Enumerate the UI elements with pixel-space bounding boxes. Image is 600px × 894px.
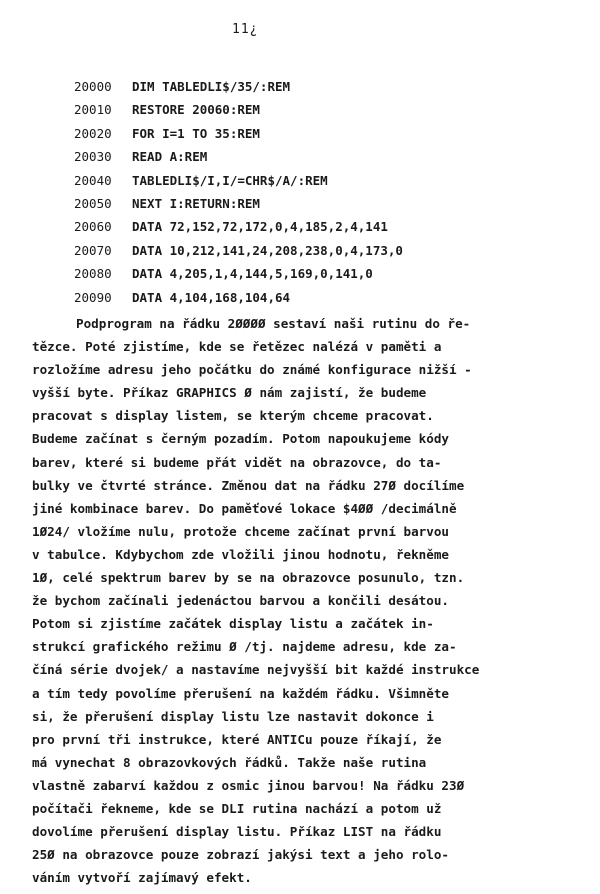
paragraph-line: rozložíme adresu jeho počátku do známé konfigurace nižší - (32, 362, 472, 378)
code-line (74, 98, 403, 121)
line-number: 20070 (74, 242, 112, 258)
paragraph-line: Budeme začínat s černým pozadím. Potom napoukujeme kódy (32, 431, 450, 447)
paragraph-line: číná série dvojek/ a nastavíme nejvyšší bit každé instrukce (32, 662, 480, 678)
paragraph-line: barev, které si budeme přát vidět na obrazovce, do ta- (32, 454, 442, 470)
paragraph-line: 1Ø, celé spektrum barev by se na obrazovce posunulo, tzn. (32, 570, 465, 586)
line-number: 20010 (74, 102, 112, 118)
code-line (74, 75, 403, 98)
code-line (74, 169, 403, 192)
paragraph-line: počítači řekneme, kde se DLI rutina nachází a potom už (32, 800, 442, 816)
line-number: 20050 (74, 195, 112, 211)
code-line (74, 262, 403, 285)
paragraph-line: vyšší byte. Příkaz GRAPHICS Ø nám zajistí, že budeme (32, 385, 427, 401)
code-line (74, 239, 403, 262)
paragraph-line: pracovat s display listem, se kterým chceme pracovat. (32, 408, 434, 424)
basic-code-listing (74, 75, 403, 309)
page-number: 11¿ (232, 22, 259, 37)
code-line (74, 145, 403, 168)
paragraph-line: dovolíme přerušení display listu. Příkaz LIST na řádku (32, 824, 442, 840)
line-number: 20060 (74, 219, 112, 235)
code-line (74, 215, 403, 238)
paragraph-line: a tím tedy povolíme přerušení na každém řádku. Všimněte (32, 685, 450, 701)
line-number: 20090 (74, 289, 112, 305)
paragraph-line: váním vytvoří zajímavý efekt. (32, 870, 252, 886)
paragraph-line: pro první tři instrukce, které ANTICu pouze říkají, že (32, 731, 442, 747)
line-number: 20020 (74, 125, 112, 141)
code-statement: DATA 10,212,141,24,208,238,0,4,173,0 (132, 242, 403, 258)
code-statement: FOR I=1 TO 35:REM (132, 125, 260, 141)
paragraph-line: bulky ve čtvrté stránce. Změnou dat na řádku 27Ø docílíme (32, 477, 465, 493)
paragraph-line: si, že přerušení display listu lze nastavit dokonce i (32, 708, 434, 724)
line-number: 20000 (74, 79, 112, 94)
paragraph-line: tězce. Poté zjistíme, kde se řetězec nalézá v paměti a (32, 339, 442, 355)
paragraph-line: v tabulce. Kdybychom zde vložili jinou hodnotu, řekněme (32, 546, 450, 562)
paragraph-line: jiné kombinace barev. Do paměťové lokace $4ØØ /decimálně (32, 500, 457, 516)
paragraph-line: strukcí grafického režimu Ø /tj. najdeme adresu, kde za- (32, 639, 457, 655)
line-number: 20030 (74, 149, 112, 165)
code-statement: TABLEDLI$/I,I/=CHR$/A/:REM (132, 172, 328, 188)
code-statement: DIM TABLEDLI$/35/:REM (132, 79, 291, 94)
code-statement: READ A:REM (132, 149, 208, 165)
code-statement: DATA 4,104,168,104,64 (132, 289, 291, 305)
code-statement: RESTORE 20060:REM (132, 102, 260, 118)
paragraph-line: že bychom začínali jedenáctou barvou a končili desátou. (32, 593, 450, 609)
paragraph-line: Potom si zjistíme začátek display listu a začátek in- (32, 616, 434, 632)
code-line (74, 122, 403, 145)
paragraph-line: 25Ø na obrazovce pouze zobrazí jakýsi text a jeho rolo- (32, 847, 450, 863)
code-statement: DATA 72,152,72,172,0,4,185,2,4,141 (132, 219, 388, 235)
paragraph-line: má vynechat 8 obrazovkových řádků. Takže naše rutina (32, 754, 427, 770)
code-line (74, 286, 403, 309)
code-statement: NEXT I:RETURN:REM (132, 195, 260, 211)
line-number: 20040 (74, 172, 112, 188)
explanation-paragraph (32, 312, 574, 889)
paragraph-line: 1Ø24/ vložíme nulu, protože chceme začínat první barvou (32, 523, 450, 539)
code-line (74, 192, 403, 215)
line-number: 20080 (74, 266, 112, 282)
paragraph-line: Podprogram na řádku 2ØØØØ sestaví naši rutinu do ře- (76, 316, 471, 331)
paragraph-line: vlastně zabarví každou z osmic jinou barvou! Na řádku 23Ø (32, 777, 465, 793)
code-statement: DATA 4,205,1,4,144,5,169,0,141,0 (132, 266, 373, 282)
